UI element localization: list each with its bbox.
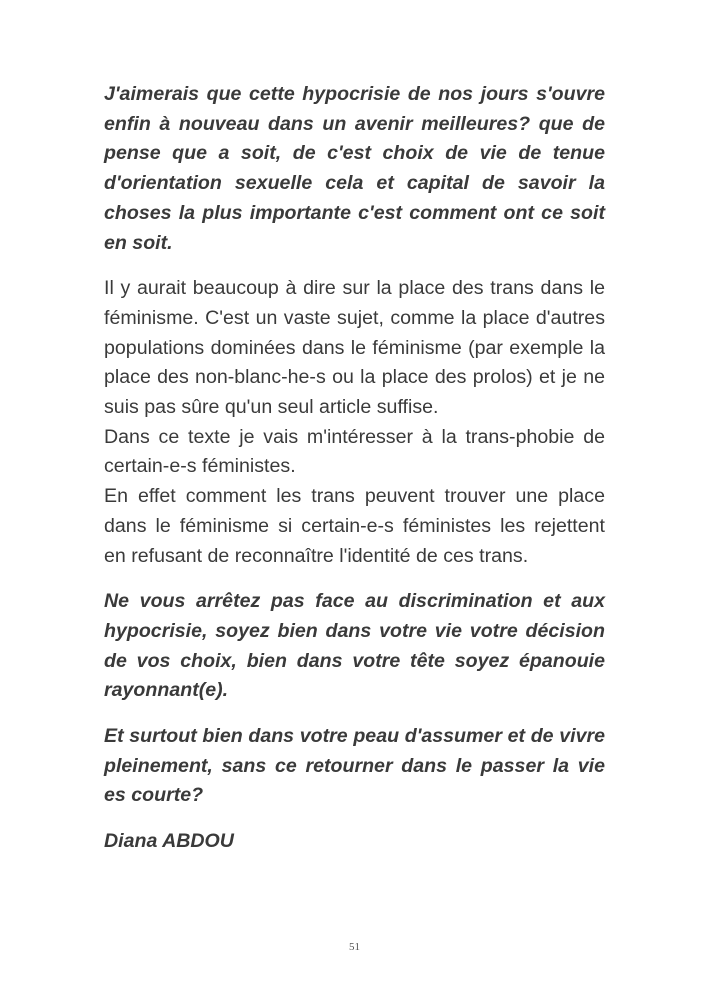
spacer [104, 706, 605, 722]
page-body [104, 80, 605, 857]
spacer [104, 811, 605, 827]
author-signature: Diana ABDOU [104, 830, 234, 853]
paragraph-intro: J'aimerais que cette hypocrisie de nos jours s'ouvre enfin à nouveau dans un avenir meilleures? que de pense que a soit, de c'est choix de vie de tenue d'orientation sexuelle cela et capital de savoir la choses la plus importante c'est comment ont ce soit en soit. [104, 83, 605, 254]
paragraph-encouragement: Ne vous arrêtez pas face au discrimination et aux hypocrisie, soyez bien dans votre vie votre décision de vos choix, bien dans votre tête soyez épanouie rayonnant(e). [104, 590, 605, 702]
paragraph-trans-feminism: Il y aurait beaucoup à dire sur la place des trans dans le féminisme. C'est un vaste sujet, comme la place d'autres populations dominées dans le féminisme (par exemple la place des non-blanc-he-s ou la place des prolos) et je ne suis pas sûre qu'un seul article suffise. [104, 277, 605, 419]
page-number: 51 [349, 941, 360, 953]
paragraph-text-focus: Dans ce texte je vais m'intéresser à la trans-phobie de certain-e-s féministes. [104, 425, 605, 478]
spacer [104, 258, 605, 274]
paragraph-rejection: En effet comment les trans peuvent trouver une place dans le féminisme si certain-e-s féministes les rejettent en refusant de reconnaître l'identité de ces trans. [104, 485, 605, 567]
paragraph-closing: Et surtout bien dans votre peau d'assumer et de vivre pleinement, sans ce retourner dans le passer la vie es courte? [104, 725, 605, 807]
spacer [104, 571, 605, 587]
